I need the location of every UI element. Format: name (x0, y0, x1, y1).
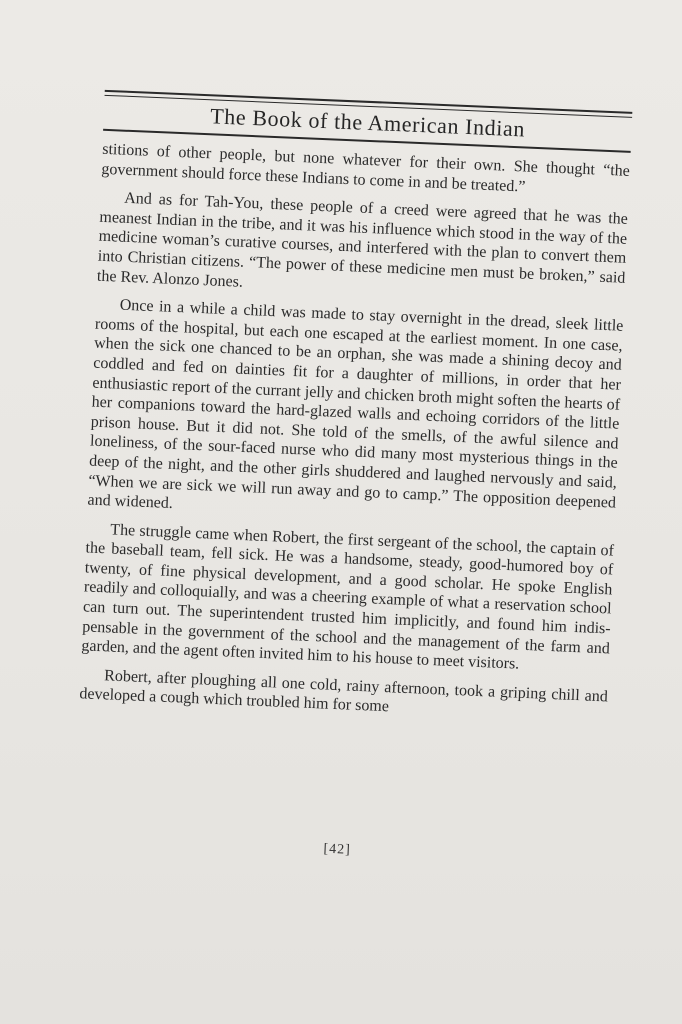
page-sheet (23, 60, 671, 1015)
paragraph: And as for Tah-You, these people of a creed were agreed that he was the meanest Indian in the tribe, and it was his influence which stood in the way of the medicine woman’s curative courses, and interfered with the plan to convert them into Christian citizens. “The power of these medicine men must be broken,” said the Rev. Alonzo Jones. (96, 189, 629, 291)
paragraph: stitions of other people, but none whatever for their own. She thought “the government should force these Indians to come in and be treated.” (101, 140, 631, 196)
page-number: [42] (323, 841, 352, 858)
body-text (79, 140, 631, 736)
paragraph: The struggle came when Robert, the first sergeant of the school, the captain of the baseball team, fell sick. He was a handsome, steady, good-humored boy of twenty, of fine physical development, and a good scholar. He spoke English readily and colloquially, and was a cheering example of what a reservation school can turn out. The superintendent trusted him implicitly, and found him indispensable in the government of the school and the management of the farm and garden, and the agent often invited him to his house to meet visitors. (81, 521, 615, 673)
paragraph: Once in a while a child was made to stay overnight in the dread, sleek little rooms of the hospital, but each one escaped at the earliest moment. In one case, when the sick one chanced to be an orphan, she was made a shining decoy and coddled and fed on dainties fit for a daughter of millions, in order that her enthusiastic report of the currant jelly and chicken broth might soften the hearts of her companions toward the hard-glazed walls and echoing corridors of the little prison house. But it did not. She told of the smells, of the awful silence and loneliness, of the sour-faced nurse who did many most mysterious things in the deep of the night, and the other girls shuddered and laughed nervously and said, “When we are sick we will run away and go to camp.” The opposition deepened and widened. (87, 296, 624, 513)
paragraph: Robert, after ploughing all one cold, rainy afternoon, took a griping chill and developed a cough which troubled him for some (79, 667, 609, 716)
running-head: The Book of the American Indian (209, 103, 526, 142)
